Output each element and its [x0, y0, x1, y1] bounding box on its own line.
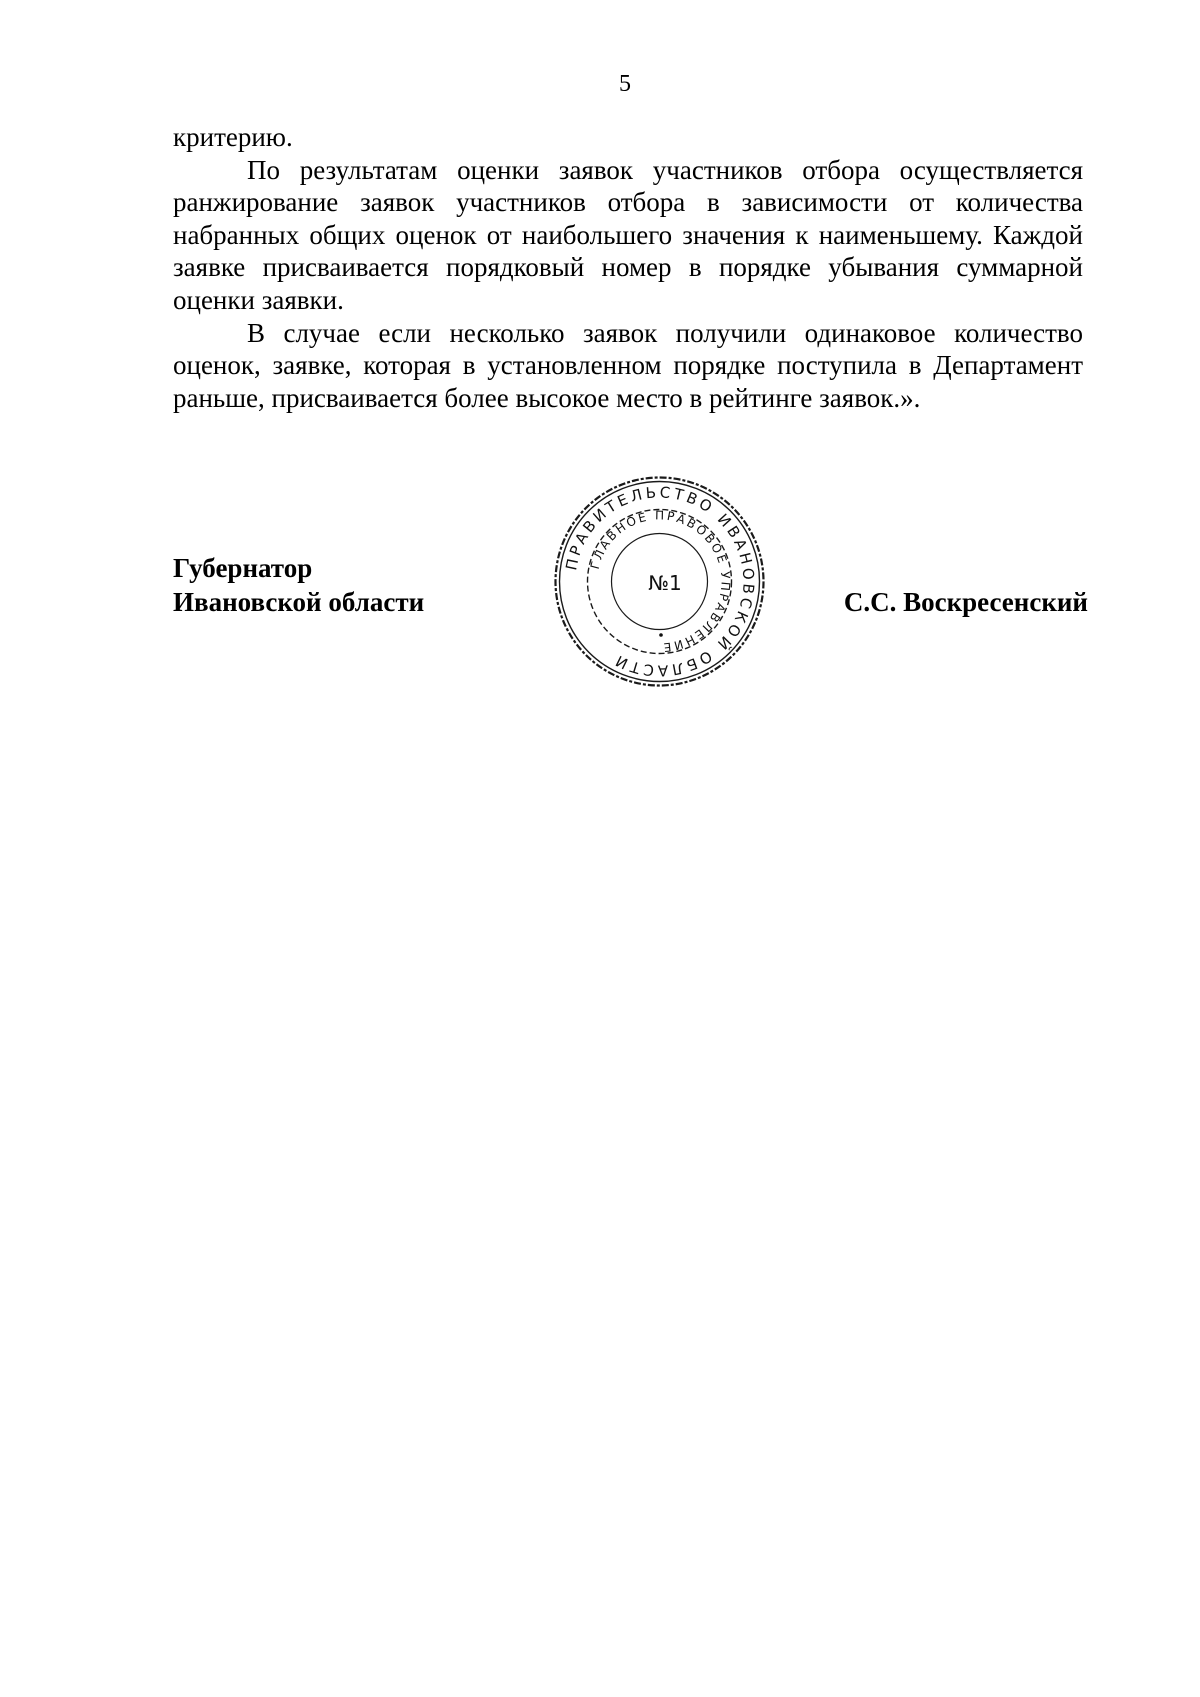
stamp-seal-icon — [553, 475, 766, 688]
signature-title-line2: Ивановской области — [173, 587, 425, 617]
stamp-outer-text: ПРАВИТЕЛЬСТВО ИВАНОВСКОЙ ОБЛАСТИ — [562, 483, 758, 680]
signature-title — [173, 551, 424, 619]
stamp-number: №1 — [648, 571, 682, 595]
signature-name: С.С. Воскресенский — [843, 587, 1088, 617]
page-number: 5 — [619, 71, 631, 97]
body-text — [173, 121, 1083, 414]
signature-title-line1: Губернатор — [173, 553, 313, 583]
paragraph-continuation: критерию. — [173, 122, 293, 152]
stamp — [553, 475, 766, 688]
stamp-inner-text: ГЛАВНОЕ ПРАВОВОЕ УПРАВЛЕНИЕ — [587, 508, 733, 655]
paragraph-tie-break: В случае если несколько заявок получили одинаковое количество оценок, заявке, которая в установленном порядке поступила в Департамент раньше, присваивается более высокое место в рейтинге заявок.». — [173, 317, 1083, 413]
paragraph-ranking: По результатам оценки заявок участников отбора осуществляется ранжирование заявок участников отбора в зависимости от количества набранных общих оценок от наибольшего значения к наименьшему. Каждой заявке присваивается порядковый номер в порядке убывания суммарной оценки заявки. — [173, 154, 1083, 315]
